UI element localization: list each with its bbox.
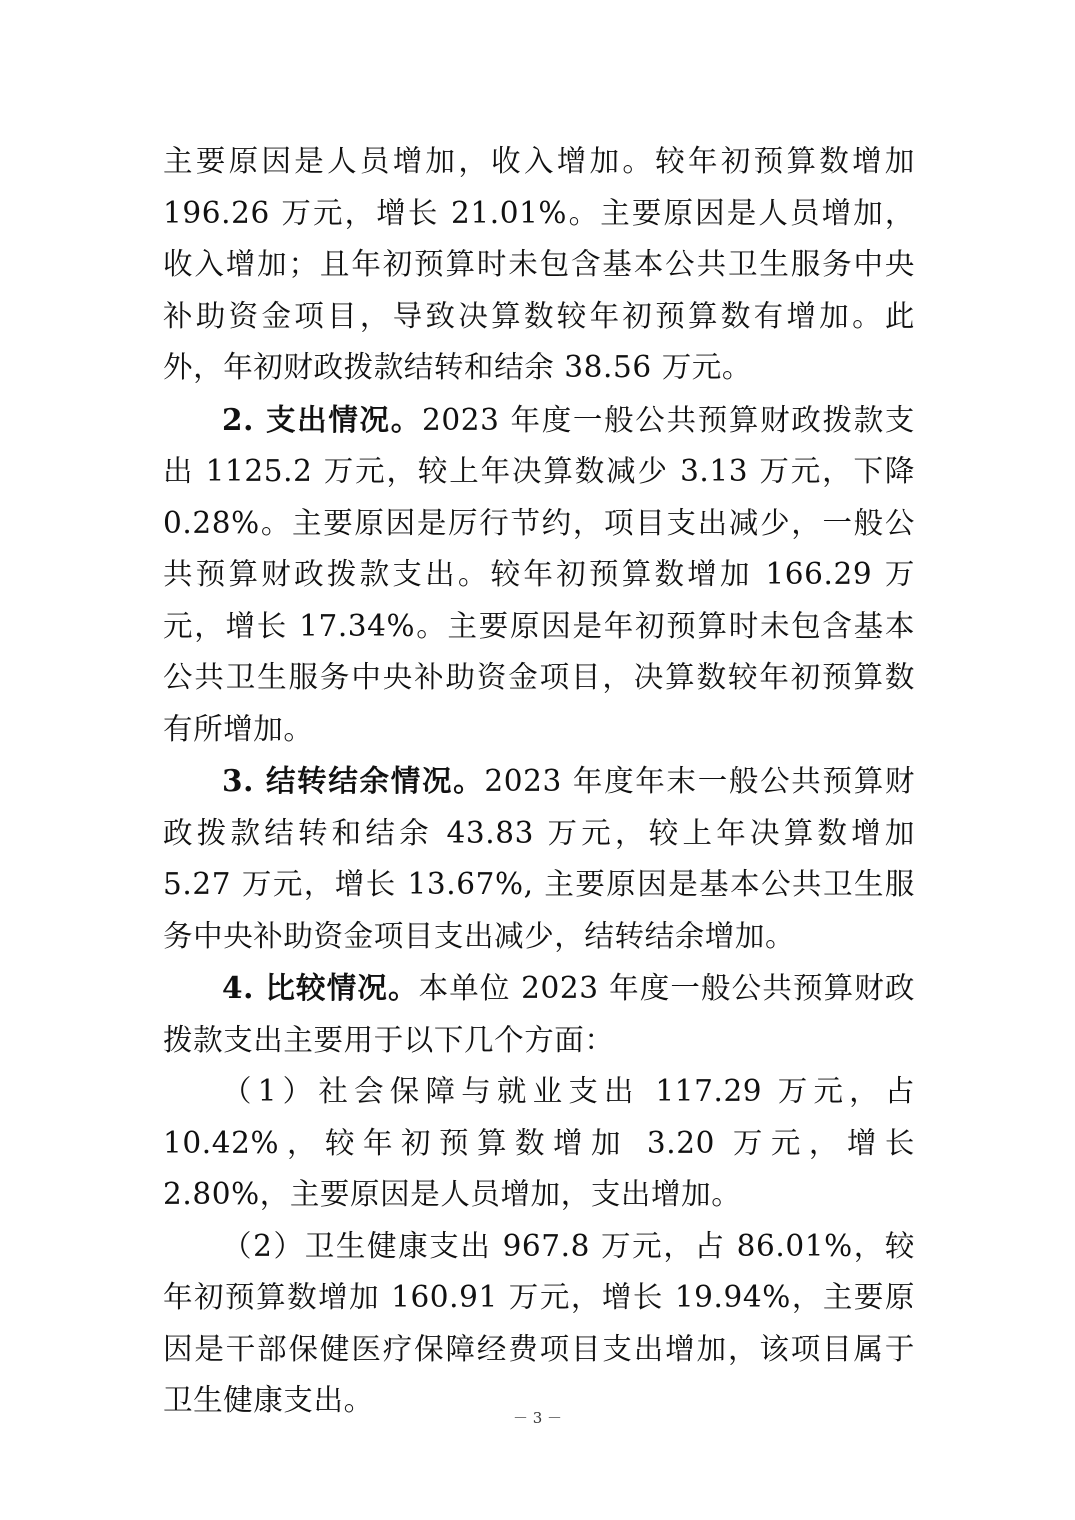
list-item-social-security bbox=[163, 1066, 915, 1221]
section-heading-carryover: 3. 结转结余情况。 bbox=[222, 763, 485, 798]
paragraph-comparison bbox=[163, 962, 915, 1066]
paragraph-expenditure bbox=[163, 394, 915, 756]
paragraph-text: 主要原因是人员增加，收入增加。较年初预算数增加 196.26 万元，增长 21.01%。主要原因是人员增加，收入增加；且年初预算时未包含基本公共卫生服务中央补助资金项目，导致决算数较年初预算数有增加。此外，年初财政拨款结转和结余 38.56 万元。 bbox=[163, 144, 915, 384]
section-heading-comparison: 4. 比较情况。 bbox=[222, 970, 419, 1005]
list-item-health bbox=[163, 1221, 915, 1427]
paragraph-text: 2023 年度一般公共预算财政拨款支出 1125.2 万元，较上年决算数减少 3.13 万元，下降 0.28%。主要原因是厉行节约，项目支出减少，一般公共预算财政拨款支出。较年初预算数增加 166.29 万元，增长 17.34%。主要原因是年初预算时未包含基本公共卫生服务中央补助资金项目，决算数较年初预算数有所增加。 bbox=[163, 402, 915, 746]
paragraph-text: 本单位 2023 年度一般公共预算财政拨款支出主要用于以下几个方面： bbox=[163, 971, 915, 1057]
page-number: － 3 － bbox=[512, 1409, 563, 1427]
body-text bbox=[163, 136, 915, 1427]
list-item-text: （2）卫生健康支出 967.8 万元，占 86.01%，较年初预算数增加 160.91 万元，增长 19.94%，主要原因是干部保健医疗保障经费项目支出增加，该项目属于卫生健康支出。 bbox=[163, 1228, 915, 1417]
paragraph-text: 2023 年度年末一般公共预算财政拨款结转和结余 43.83 万元，较上年决算数增加 5.27 万元，增长 13.67%, 主要原因是基本公共卫生服务中央补助资金项目支出减少，结转结余增加。 bbox=[163, 764, 915, 953]
paragraph-income-reason bbox=[163, 136, 915, 394]
paragraph-carryover-balance bbox=[163, 755, 915, 962]
section-heading-expenditure: 2. 支出情况。 bbox=[222, 401, 422, 437]
list-item-text: （1）社会保障与就业支出 117.29 万元，占 10.42%，较年初预算数增加 3.20 万元，增长 2.80%，主要原因是人员增加，支出增加。 bbox=[163, 1074, 915, 1211]
